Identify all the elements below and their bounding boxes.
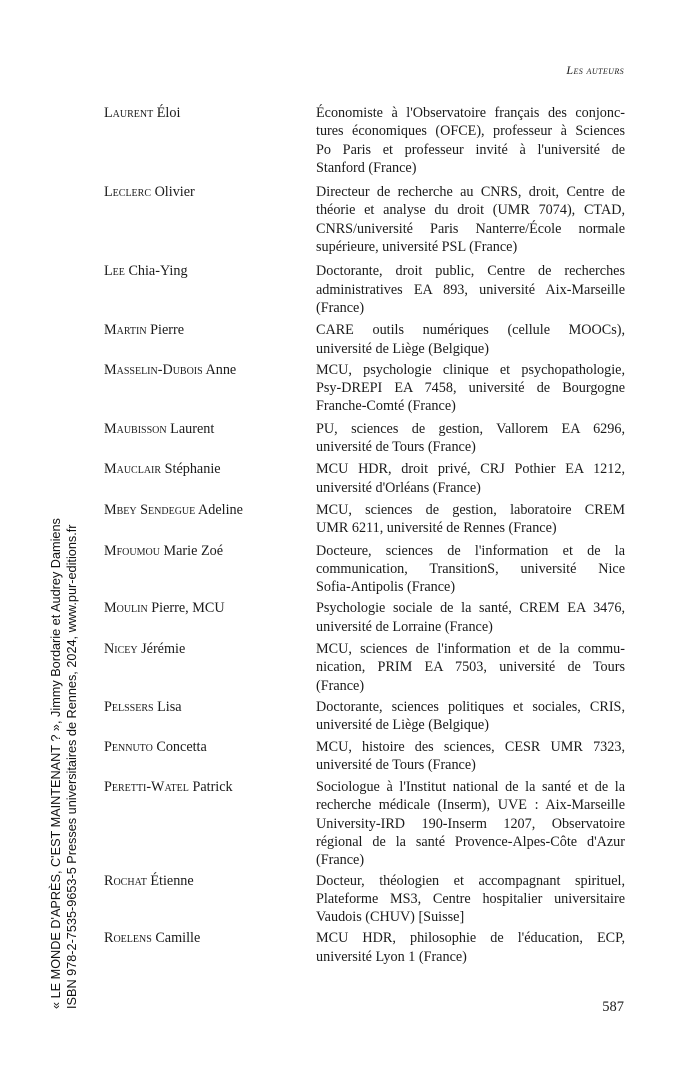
author-entry xyxy=(104,262,625,317)
author-entry xyxy=(104,778,625,869)
author-surname: Nicey xyxy=(104,641,138,658)
author-surname: Masselin-Dubois xyxy=(104,361,203,378)
page-number: 587 xyxy=(602,999,624,1015)
author-surname: Martin xyxy=(104,322,147,339)
author-entry xyxy=(104,321,625,358)
affiliation-line: Directeur de recherche au CNRS, droit, Centre de xyxy=(316,184,625,201)
author-name xyxy=(104,640,316,695)
author-affiliation xyxy=(316,420,625,457)
author-entry xyxy=(104,361,625,416)
affiliation-line: UMR 6211, université de Rennes (France) xyxy=(316,520,557,537)
author-affiliation xyxy=(316,738,625,775)
affiliation-line: Stanford (France) xyxy=(316,159,417,176)
author-name xyxy=(104,460,316,497)
affiliation-line: MCU, histoire des sciences, CESR UMR 7323, xyxy=(316,738,625,755)
author-entry xyxy=(104,420,625,457)
affiliation-line: nication, PRIM EA 7503, université de Tours xyxy=(316,659,625,676)
author-given-name: Éloi xyxy=(153,105,181,121)
author-given-name: Étienne xyxy=(146,872,194,889)
running-head: Les auteurs xyxy=(566,63,624,77)
affiliation-line: recherche médicale (Inserm), UVE : Aix-Marseille xyxy=(316,797,625,814)
affiliation-line: (France) xyxy=(316,852,365,869)
author-surname: Peretti-Watel xyxy=(104,779,189,796)
affiliation-line: université de Liège (Belgique) xyxy=(316,717,489,734)
affiliation-line: Psy-DREPI EA 7458, université de Bourgogne xyxy=(316,380,625,397)
author-name xyxy=(104,542,316,597)
author-name xyxy=(104,104,316,177)
author-name xyxy=(104,262,316,317)
affiliation-line: régional de la santé Provence-Alpes-Côte d'Azur xyxy=(316,833,625,850)
affiliation-line: Doctorante, droit public, Centre de recherches xyxy=(316,263,625,280)
affiliation-line: Sofia-Antipolis (France) xyxy=(316,579,456,596)
affiliation-line: Franche-Comté (France) xyxy=(316,398,456,415)
affiliation-line: tures économiques (OFCE), professeur à Sciences xyxy=(316,123,625,140)
author-surname: Mauclair xyxy=(104,461,162,478)
author-entry xyxy=(104,929,625,966)
author-given-name: Laurent xyxy=(166,420,215,437)
affiliation-line: Docteur, théologien et accompagnant spirituel, xyxy=(316,872,625,889)
affiliation-line: (France) xyxy=(316,677,365,694)
affiliation-line: CNRS/université Paris Nanterre/École normale xyxy=(316,220,625,237)
author-given-name: Lisa xyxy=(153,698,182,715)
affiliation-line: administratives EA 893, université Aix-Marseille xyxy=(316,281,625,298)
author-entry xyxy=(104,872,625,927)
author-surname: Roelens xyxy=(104,930,152,947)
affiliation-line: University-IRD 190-Inserm 1207, Observatoire xyxy=(316,815,625,832)
author-entry xyxy=(104,698,625,735)
author-affiliation xyxy=(316,778,625,869)
author-name xyxy=(104,599,316,636)
author-affiliation xyxy=(316,501,625,538)
affiliation-line: CARE outils numériques (cellule MOOCs), xyxy=(316,322,625,339)
affiliation-line: Psychologie sociale de la santé, CREM EA 3476, xyxy=(316,600,625,617)
author-given-name: Jérémie xyxy=(137,641,186,658)
affiliation-line: communication, TransitionS, université Nice xyxy=(316,560,625,577)
author-surname: Mfoumou xyxy=(104,542,160,559)
author-surname: Lee xyxy=(104,263,125,280)
author-name xyxy=(104,361,316,416)
author-given-name: Adeline xyxy=(195,501,243,518)
author-given-name: Patrick xyxy=(188,779,233,796)
side-note-title-line: « LE MONDE D'APRÈS, C'EST MAINTENANT ? », Jimmy Bordarie et Audrey Damiens xyxy=(49,518,63,1009)
author-entry xyxy=(104,542,625,597)
author-affiliation xyxy=(316,460,625,497)
author-entry xyxy=(104,183,625,256)
author-entry xyxy=(104,640,625,695)
author-surname: Moulin xyxy=(104,600,148,617)
affiliation-line: université de Tours (France) xyxy=(316,439,476,456)
author-affiliation xyxy=(316,929,625,966)
author-name xyxy=(104,872,316,927)
author-given-name: Concetta xyxy=(152,738,207,755)
affiliation-line: théorie et analyse du droit (UMR 7074), CTAD, xyxy=(316,202,625,219)
author-name xyxy=(104,738,316,775)
author-affiliation xyxy=(316,872,625,927)
author-affiliation xyxy=(316,640,625,695)
author-name xyxy=(104,698,316,735)
affiliation-line: Économiste à l'Observatoire français des conjonc- xyxy=(316,105,625,121)
author-name xyxy=(104,420,316,457)
affiliation-line: MCU HDR, philosophie de l'éducation, ECP, xyxy=(316,930,625,947)
author-name xyxy=(104,778,316,869)
author-surname: Pennuto xyxy=(104,738,153,755)
author-affiliation xyxy=(316,361,625,416)
affiliation-line: MCU HDR, droit privé, CRJ Pothier EA 1212, xyxy=(316,461,625,478)
affiliation-line: université de Tours (France) xyxy=(316,756,476,773)
author-name xyxy=(104,501,316,538)
author-entry xyxy=(104,599,625,636)
author-surname: Rochat xyxy=(104,872,147,889)
affiliation-line: Plateforme MS3, Centre hospitalier universitaire xyxy=(316,890,625,907)
affiliation-line: Po Paris et professeur invité à l'université de xyxy=(316,141,625,158)
author-list xyxy=(104,104,625,966)
author-given-name: Pierre, MCU xyxy=(147,600,225,617)
affiliation-line: Vaudois (CHUV) [Suisse] xyxy=(316,909,465,926)
author-affiliation xyxy=(316,321,625,358)
author-affiliation xyxy=(316,542,625,597)
author-entry xyxy=(104,104,625,177)
author-given-name: Camille xyxy=(151,930,201,947)
affiliation-line: supérieure, université PSL (France) xyxy=(316,239,518,256)
affiliation-line: université de Lorraine (France) xyxy=(316,618,493,635)
author-affiliation xyxy=(316,183,625,256)
author-affiliation xyxy=(316,698,625,735)
affiliation-line: université d'Orléans (France) xyxy=(316,479,481,496)
author-name xyxy=(104,929,316,966)
author-surname: Leclerc xyxy=(104,184,152,201)
author-given-name: Stéphanie xyxy=(161,461,221,478)
affiliation-line: MCU, sciences de gestion, laboratoire CREM xyxy=(316,501,625,518)
author-surname: Pelssers xyxy=(104,698,154,715)
author-affiliation xyxy=(316,262,625,317)
author-name xyxy=(104,321,316,358)
author-name xyxy=(104,183,316,256)
author-affiliation xyxy=(316,599,625,636)
author-given-name: Pierre xyxy=(146,322,185,339)
copyright-side-note xyxy=(48,409,80,1009)
author-given-name: Anne xyxy=(202,361,237,378)
affiliation-line: MCU, psychologie clinique et psychopathologie, xyxy=(316,361,625,378)
affiliation-line: université Lyon 1 (France) xyxy=(316,948,467,965)
author-surname: Maubisson xyxy=(104,420,167,437)
affiliation-line: université de Liège (Belgique) xyxy=(316,340,489,357)
affiliation-line: MCU, sciences de l'information et de la commu- xyxy=(316,641,625,658)
affiliation-line: PU, sciences de gestion, Vallorem EA 6296, xyxy=(316,420,625,437)
author-surname: Laurent xyxy=(104,105,154,121)
author-given-name: Marie Zoé xyxy=(159,542,223,559)
author-surname: Mbey Sendegue xyxy=(104,501,196,518)
author-entry xyxy=(104,460,625,497)
affiliation-line: (France) xyxy=(316,299,365,316)
author-affiliation xyxy=(316,104,625,177)
affiliation-line: Sociologue à l'Institut national de la santé et de la xyxy=(316,779,625,796)
affiliation-line: Docteure, sciences de l'information et de la xyxy=(316,542,625,559)
affiliation-line: Doctorante, sciences politiques et sociales, CRIS, xyxy=(316,698,625,715)
side-note-isbn-line: ISBN 978-2-7535-9653-5 Presses universitaires de Rennes, 2024, www.pur-editions.fr xyxy=(65,524,79,1009)
author-entry xyxy=(104,501,625,538)
author-entry xyxy=(104,738,625,775)
author-given-name: Chia-Ying xyxy=(124,263,188,280)
author-given-name: Olivier xyxy=(151,184,195,201)
